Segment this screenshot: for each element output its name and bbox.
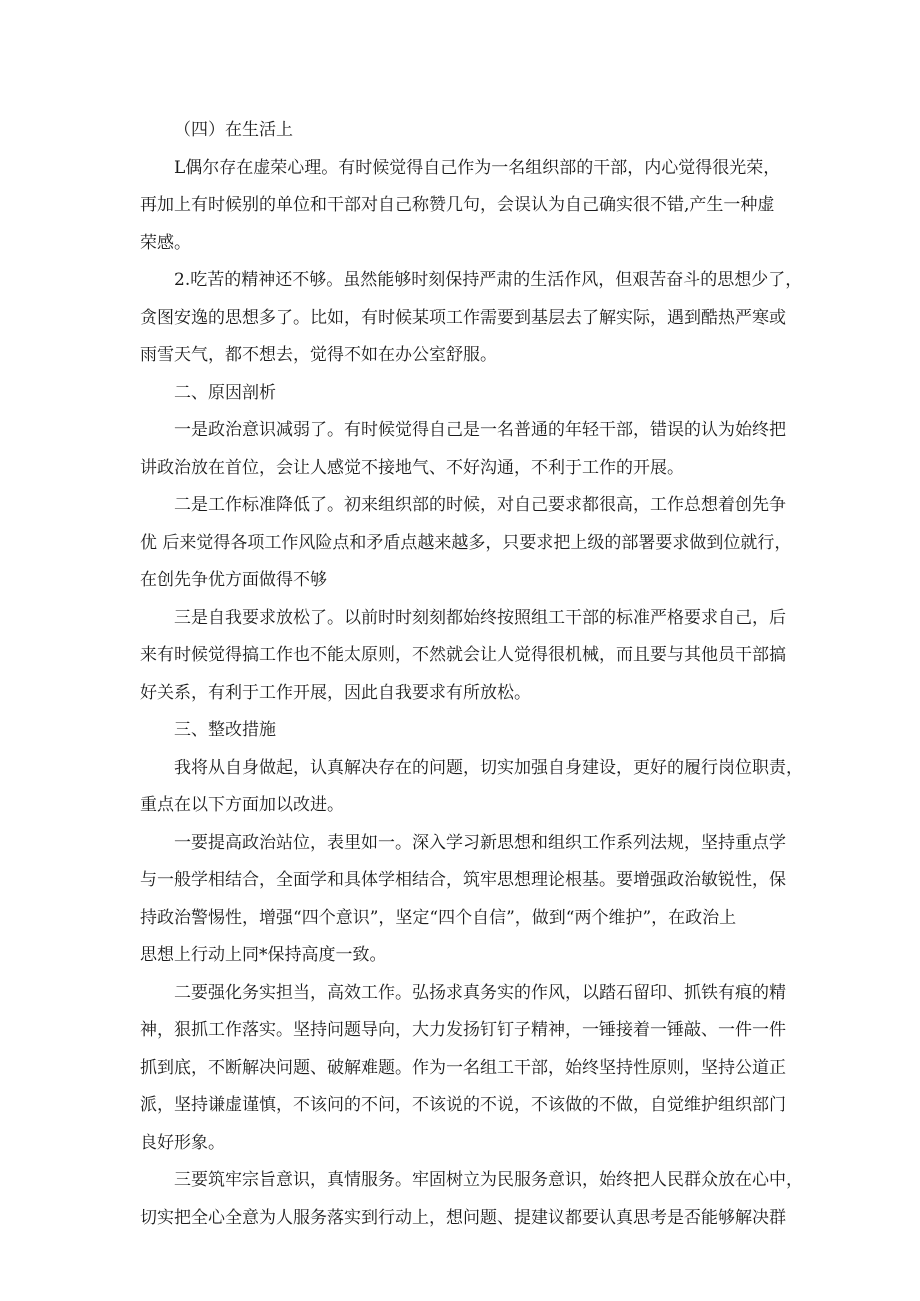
paragraph-line: 与一般学相结合，全面学和具体学相结合，筑牢思想理论根基。要增强政治敏锐性，保 [140,870,786,890]
section-heading-life [140,112,785,150]
paragraph-line: 思想上行动上同*保持高度一致。 [140,945,387,965]
paragraph-work-standards [140,487,792,600]
paragraph-line: 在创先争优方面做得不够 [140,570,327,590]
paragraph-hardship [140,262,803,375]
paragraph-line: 一是政治意识减弱了。有时候觉得自己是一名普通的年轻干部，错误的认为始终把 [174,420,786,440]
paragraph-line: 讲政治放在首位，会让人感觉不接地气、不好沟通，不利于工作的开展。 [140,457,684,478]
paragraph-line: 二、原因剖析 [174,382,276,403]
paragraph-line: 持政治警惕性，增强“四个意识”，坚定“四个自信”，做到“两个维护”，在政治上 [140,907,737,928]
paragraph-line: 神，狠抓工作落实。坚持问题导向，大力发扬钉钉子精神，一锤接着一锤敲、一件一件 [140,1020,786,1040]
paragraph-line: 二是工作标准降低了。初来组织部的时候，对自己要求都很高，工作总想着创先争 [174,495,786,515]
paragraph-practical-work [140,975,785,1163]
paragraph-political-stance [140,825,785,975]
paragraph-line: 雨雪天气，都不想去，觉得不如在办公室舒服。 [140,345,497,365]
paragraph-line: 重点在以下方面加以改进。 [140,795,344,815]
document-body [140,112,803,1237]
paragraph-line: 切实把全心全意为人服务落实到行动上，想问题、提建议都要认真思考是否能够解决群 [140,1207,786,1228]
paragraph-service-purpose [140,1162,803,1237]
paragraph-self-discipline [140,600,785,713]
paragraph-commitment [140,750,803,825]
paragraph-line: 抓到底，不断解决问题、破解难题。作为一名组工干部，始终坚持性原则，坚持公道正 [140,1057,786,1078]
section-heading-cause-analysis [140,375,785,413]
paragraph-line: 2.吃苦的精神还不够。虽然能够时刻保持严肃的生活作风，但艰苦奋斗的思想少了， [174,270,803,290]
paragraph-vanity [140,150,785,263]
paragraph-line: 三是自我要求放松了。以前时时刻刻都始终按照组工干部的标准严格要求自己，后 [174,607,786,628]
paragraph-line: 二要强化务实担当，高效工作。弘扬求真务实的作风，以踏石留印、抓铁有痕的精 [174,982,786,1003]
paragraph-line: 再加上有时候别的单位和干部对自己称赞几句，会误认为自己确实很不错,产生一种虚 [140,195,775,215]
paragraph-line: （四）在生活上 [174,120,293,140]
paragraph-line: 三、整改措施 [174,720,276,740]
paragraph-line: 良好形象。 [140,1132,225,1153]
paragraph-line: 贪图安逸的思想多了。比如，有时候某项工作需要到基层去了解实际，遇到酷热严寒或 [140,307,786,328]
paragraph-line: 派，坚持谦虚谨慎，不该问的不问，不该说的不说，不该做的不做，自觉维护组织部门 [140,1095,786,1115]
paragraph-line: 三要筑牢宗旨意识，真情服务。牢固树立为民服务意识，始终把人民群众放在心中， [174,1170,803,1190]
paragraph-line: 一要提高政治站位，表里如一。深入学习新思想和组织工作系列法规，坚持重点学 [174,832,786,853]
paragraph-line: 优 后来觉得各项工作风险点和矛盾点越来越多，只要求把上级的部署要求做到位就行， [140,532,792,553]
paragraph-line: 荣感。 [140,232,191,253]
paragraph-political-awareness [140,412,785,487]
paragraph-line: 好关系，有利于工作开展，因此自我要求有所放松。 [140,682,531,703]
paragraph-line: 我将从自身做起，认真解决存在的问题，切实加强自身建设，更好的履行岗位职责， [174,757,803,778]
section-heading-rectification [140,712,785,750]
paragraph-line: L偶尔存在虚荣心理。有时候觉得自己作为一名组织部的干部，内心觉得很光荣， [174,157,781,178]
paragraph-line: 来有时候觉得搞工作也不能太原则，不然就会让人觉得很机械，而且要与其他员干部搞 [140,645,786,665]
